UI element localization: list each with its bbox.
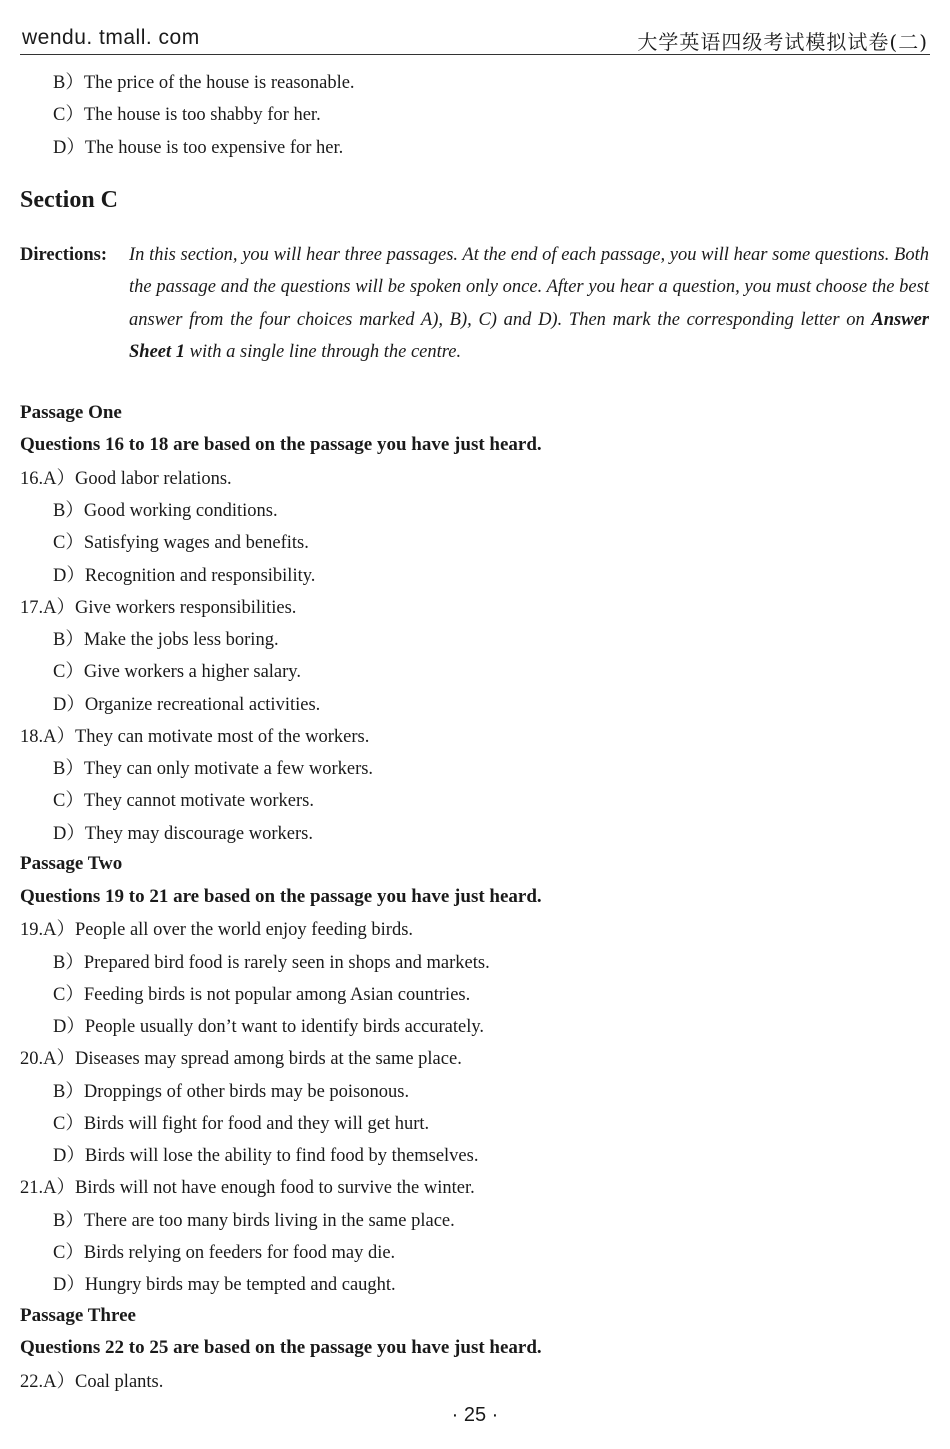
option-a: A）Give workers responsibilities. bbox=[43, 598, 297, 618]
question-number: 16. bbox=[20, 469, 44, 489]
passage-one-instruction: Questions 16 to 18 are based on the passage you have just heard. bbox=[20, 434, 542, 455]
question-number: 22. bbox=[20, 1372, 44, 1392]
option-d: D）Recognition and responsibility. bbox=[53, 566, 316, 586]
option-a: A）Diseases may spread among birds at the same place. bbox=[43, 1049, 462, 1069]
option-c: C）They cannot motivate workers. bbox=[53, 791, 314, 811]
passage-three-title: Passage Three bbox=[20, 1305, 136, 1326]
question-number: 18. bbox=[20, 727, 44, 747]
option-b: B）Good working conditions. bbox=[53, 501, 278, 521]
option-b: B）Droppings of other birds may be poisonous. bbox=[53, 1082, 410, 1102]
option-b: B）There are too many birds living in the same place. bbox=[53, 1211, 455, 1231]
option-c: C）Feeding birds is not popular among Asian countries. bbox=[53, 985, 471, 1005]
prev-option-d: D）The house is too expensive for her. bbox=[53, 138, 344, 158]
option-c: C）Birds will fight for food and they will get hurt. bbox=[53, 1114, 430, 1134]
question-number: 19. bbox=[20, 920, 44, 940]
passage-one-title: Passage One bbox=[20, 402, 122, 423]
question-number: 20. bbox=[20, 1049, 44, 1069]
option-a: A）People all over the world enjoy feeding birds. bbox=[43, 920, 414, 940]
directions-text-part-1: In this section, you will hear three passages. At the end of each passage, you will hear some questions. Both the passage and the questions will be spoken only once. After you hear a question, you must choose the best answer from the four choices marked A), B), C) and D). Then mark the corresponding letter on bbox=[129, 245, 929, 330]
page-number: · 25 · bbox=[451, 1404, 499, 1426]
directions-answer-sheet: Answer Sheet 1 bbox=[129, 309, 929, 362]
passage-two-instruction: Questions 19 to 21 are based on the passage you have just heard. bbox=[20, 886, 542, 907]
directions-text bbox=[129, 239, 929, 368]
option-c: C）Satisfying wages and benefits. bbox=[53, 533, 309, 553]
section-title: Section C bbox=[20, 187, 118, 213]
option-d: D）They may discourage workers. bbox=[53, 824, 313, 844]
option-d: D）Birds will lose the ability to find food by themselves. bbox=[53, 1146, 479, 1166]
option-a: A）Good labor relations. bbox=[43, 469, 232, 489]
option-b: B）Make the jobs less boring. bbox=[53, 630, 279, 650]
question-22 bbox=[20, 1370, 163, 1394]
question-21 bbox=[20, 1176, 475, 1200]
option-d: D）Organize recreational activities. bbox=[53, 695, 321, 715]
directions-label: Directions: bbox=[20, 245, 107, 265]
option-c: C）Birds relying on feeders for food may die. bbox=[53, 1243, 396, 1263]
question-20 bbox=[20, 1047, 462, 1071]
page-header bbox=[20, 22, 930, 55]
directions-text-part-2: with a single line through the centre. bbox=[189, 341, 462, 362]
passage-two-title: Passage Two bbox=[20, 853, 123, 874]
option-d: D）People usually don’t want to identify birds accurately. bbox=[53, 1017, 485, 1037]
passage-three-instruction: Questions 22 to 25 are based on the passage you have just heard. bbox=[20, 1337, 542, 1358]
option-d: D）Hungry birds may be tempted and caught. bbox=[53, 1275, 396, 1295]
header-exam-title: 大学英语四级考试模拟试卷(二) bbox=[637, 30, 928, 54]
option-a: A）Coal plants. bbox=[43, 1372, 164, 1392]
option-c: C）Give workers a higher salary. bbox=[53, 662, 301, 682]
question-19 bbox=[20, 918, 413, 942]
question-16 bbox=[20, 467, 232, 491]
option-a: A）Birds will not have enough food to survive the winter. bbox=[43, 1178, 475, 1198]
prev-option-c: C）The house is too shabby for her. bbox=[53, 105, 321, 125]
question-18 bbox=[20, 725, 369, 749]
option-b: B）Prepared bird food is rarely seen in shops and markets. bbox=[53, 953, 490, 973]
option-b: B）They can only motivate a few workers. bbox=[53, 759, 374, 779]
question-17 bbox=[20, 596, 296, 620]
header-website: wendu. tmall. com bbox=[22, 26, 200, 49]
question-number: 17. bbox=[20, 598, 44, 618]
question-number: 21. bbox=[20, 1178, 44, 1198]
prev-option-b: B）The price of the house is reasonable. bbox=[53, 73, 355, 93]
option-a: A）They can motivate most of the workers. bbox=[43, 727, 370, 747]
